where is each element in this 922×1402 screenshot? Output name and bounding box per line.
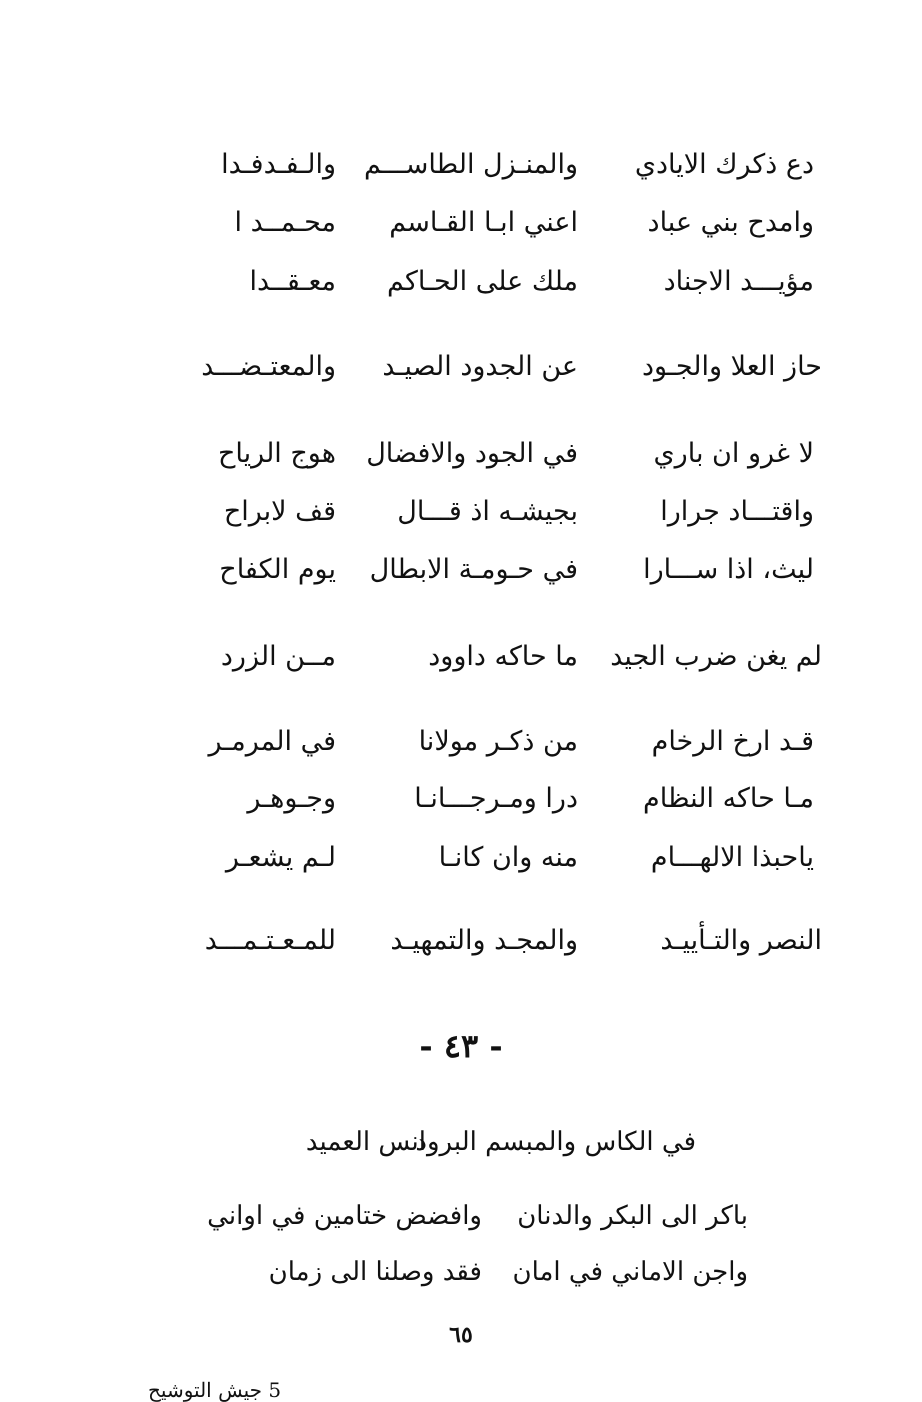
- verse-hemistich: وامدح بني عباد: [647, 207, 814, 238]
- verse-hemistich: معـقــدا: [249, 266, 336, 297]
- verse-hemistich: ليث، اذا ســـارا: [643, 554, 814, 585]
- page-number: ٦٥: [449, 1322, 473, 1348]
- verse-hemistich: والمنـزل الطاســـم: [364, 149, 578, 180]
- verse-hemistich: لا غرو ان باري: [653, 438, 814, 469]
- verse-hemistich: دع ذكرك الايادي: [634, 149, 814, 180]
- verse-hemistich: باكر الى البكر والدنان: [517, 1201, 748, 1231]
- verse-hemistich: واقتـــاد جرارا: [660, 496, 814, 527]
- refrain-hemistich: والمجـد والتمهيـد: [390, 925, 578, 956]
- verse-hemistich: وافضض ختامين في اواني: [207, 1201, 482, 1231]
- refrain-hemistich: حاز العلا والجـود: [641, 351, 822, 382]
- verse-hemistich: فقد وصلنا الى زمان: [268, 1257, 482, 1287]
- verse-hemistich: والـفـدفـدا: [221, 149, 336, 180]
- verse-hemistich: درا ومـرجـــانـا: [414, 783, 578, 814]
- verse-hemistich: في الجود والافضال: [366, 438, 578, 469]
- verse-hemistich: بجيشـه اذ قـــال: [397, 496, 578, 527]
- verse-hemistich: اعني ابـا القـاسم: [389, 207, 578, 238]
- verse-hemistich: وجـوهـر: [247, 783, 336, 814]
- verse-hemistich: ياحبذا الالهـــام: [650, 842, 814, 873]
- verse-hemistich: واجن الاماني في امان: [512, 1257, 748, 1287]
- verse-hemistich: ملك على الحـاكم: [387, 266, 578, 297]
- refrain-hemistich: لم يغن ضرب الجيد: [610, 641, 822, 672]
- verse-hemistich: لـم يشعـر: [225, 842, 336, 873]
- refrain-hemistich: مــن الزرد: [220, 641, 336, 672]
- opening-hemistich: انس العميد: [305, 1127, 426, 1157]
- verse-hemistich: مـا حاكه النظام: [643, 783, 814, 814]
- opening-hemistich: في الكاس والمبسم البرود: [415, 1127, 696, 1157]
- verse-hemistich: من ذكـر مولانا: [418, 726, 578, 757]
- refrain-hemistich: والمعتـضـــد: [201, 351, 336, 382]
- refrain-hemistich: النصر والتـأييـد: [660, 925, 822, 956]
- poem-number: - ٤٣ -: [419, 1027, 503, 1065]
- refrain-hemistich: للمـعـتـمـــد: [204, 925, 336, 956]
- verse-hemistich: محـمــد ا: [234, 207, 336, 238]
- verse-hemistich: في المرمـر: [208, 726, 336, 757]
- verse-hemistich: منه وان كانـا: [438, 842, 578, 873]
- verse-hemistich: قـد ارخ الرخام: [651, 726, 814, 757]
- refrain-hemistich: ما حاكه داوود: [428, 641, 578, 672]
- verse-hemistich: قف لابراح: [223, 496, 336, 527]
- verse-hemistich: يوم الكفاح: [219, 554, 336, 585]
- footer-signature: 5 جيش التوشيح: [148, 1378, 282, 1402]
- verse-hemistich: مؤيـــد الاجناد: [663, 266, 814, 297]
- verse-hemistich: هوج الرياح: [218, 438, 336, 469]
- verse-hemistich: في حـومـة الابطال: [369, 554, 578, 585]
- refrain-hemistich: عن الجدود الصيـد: [382, 351, 578, 382]
